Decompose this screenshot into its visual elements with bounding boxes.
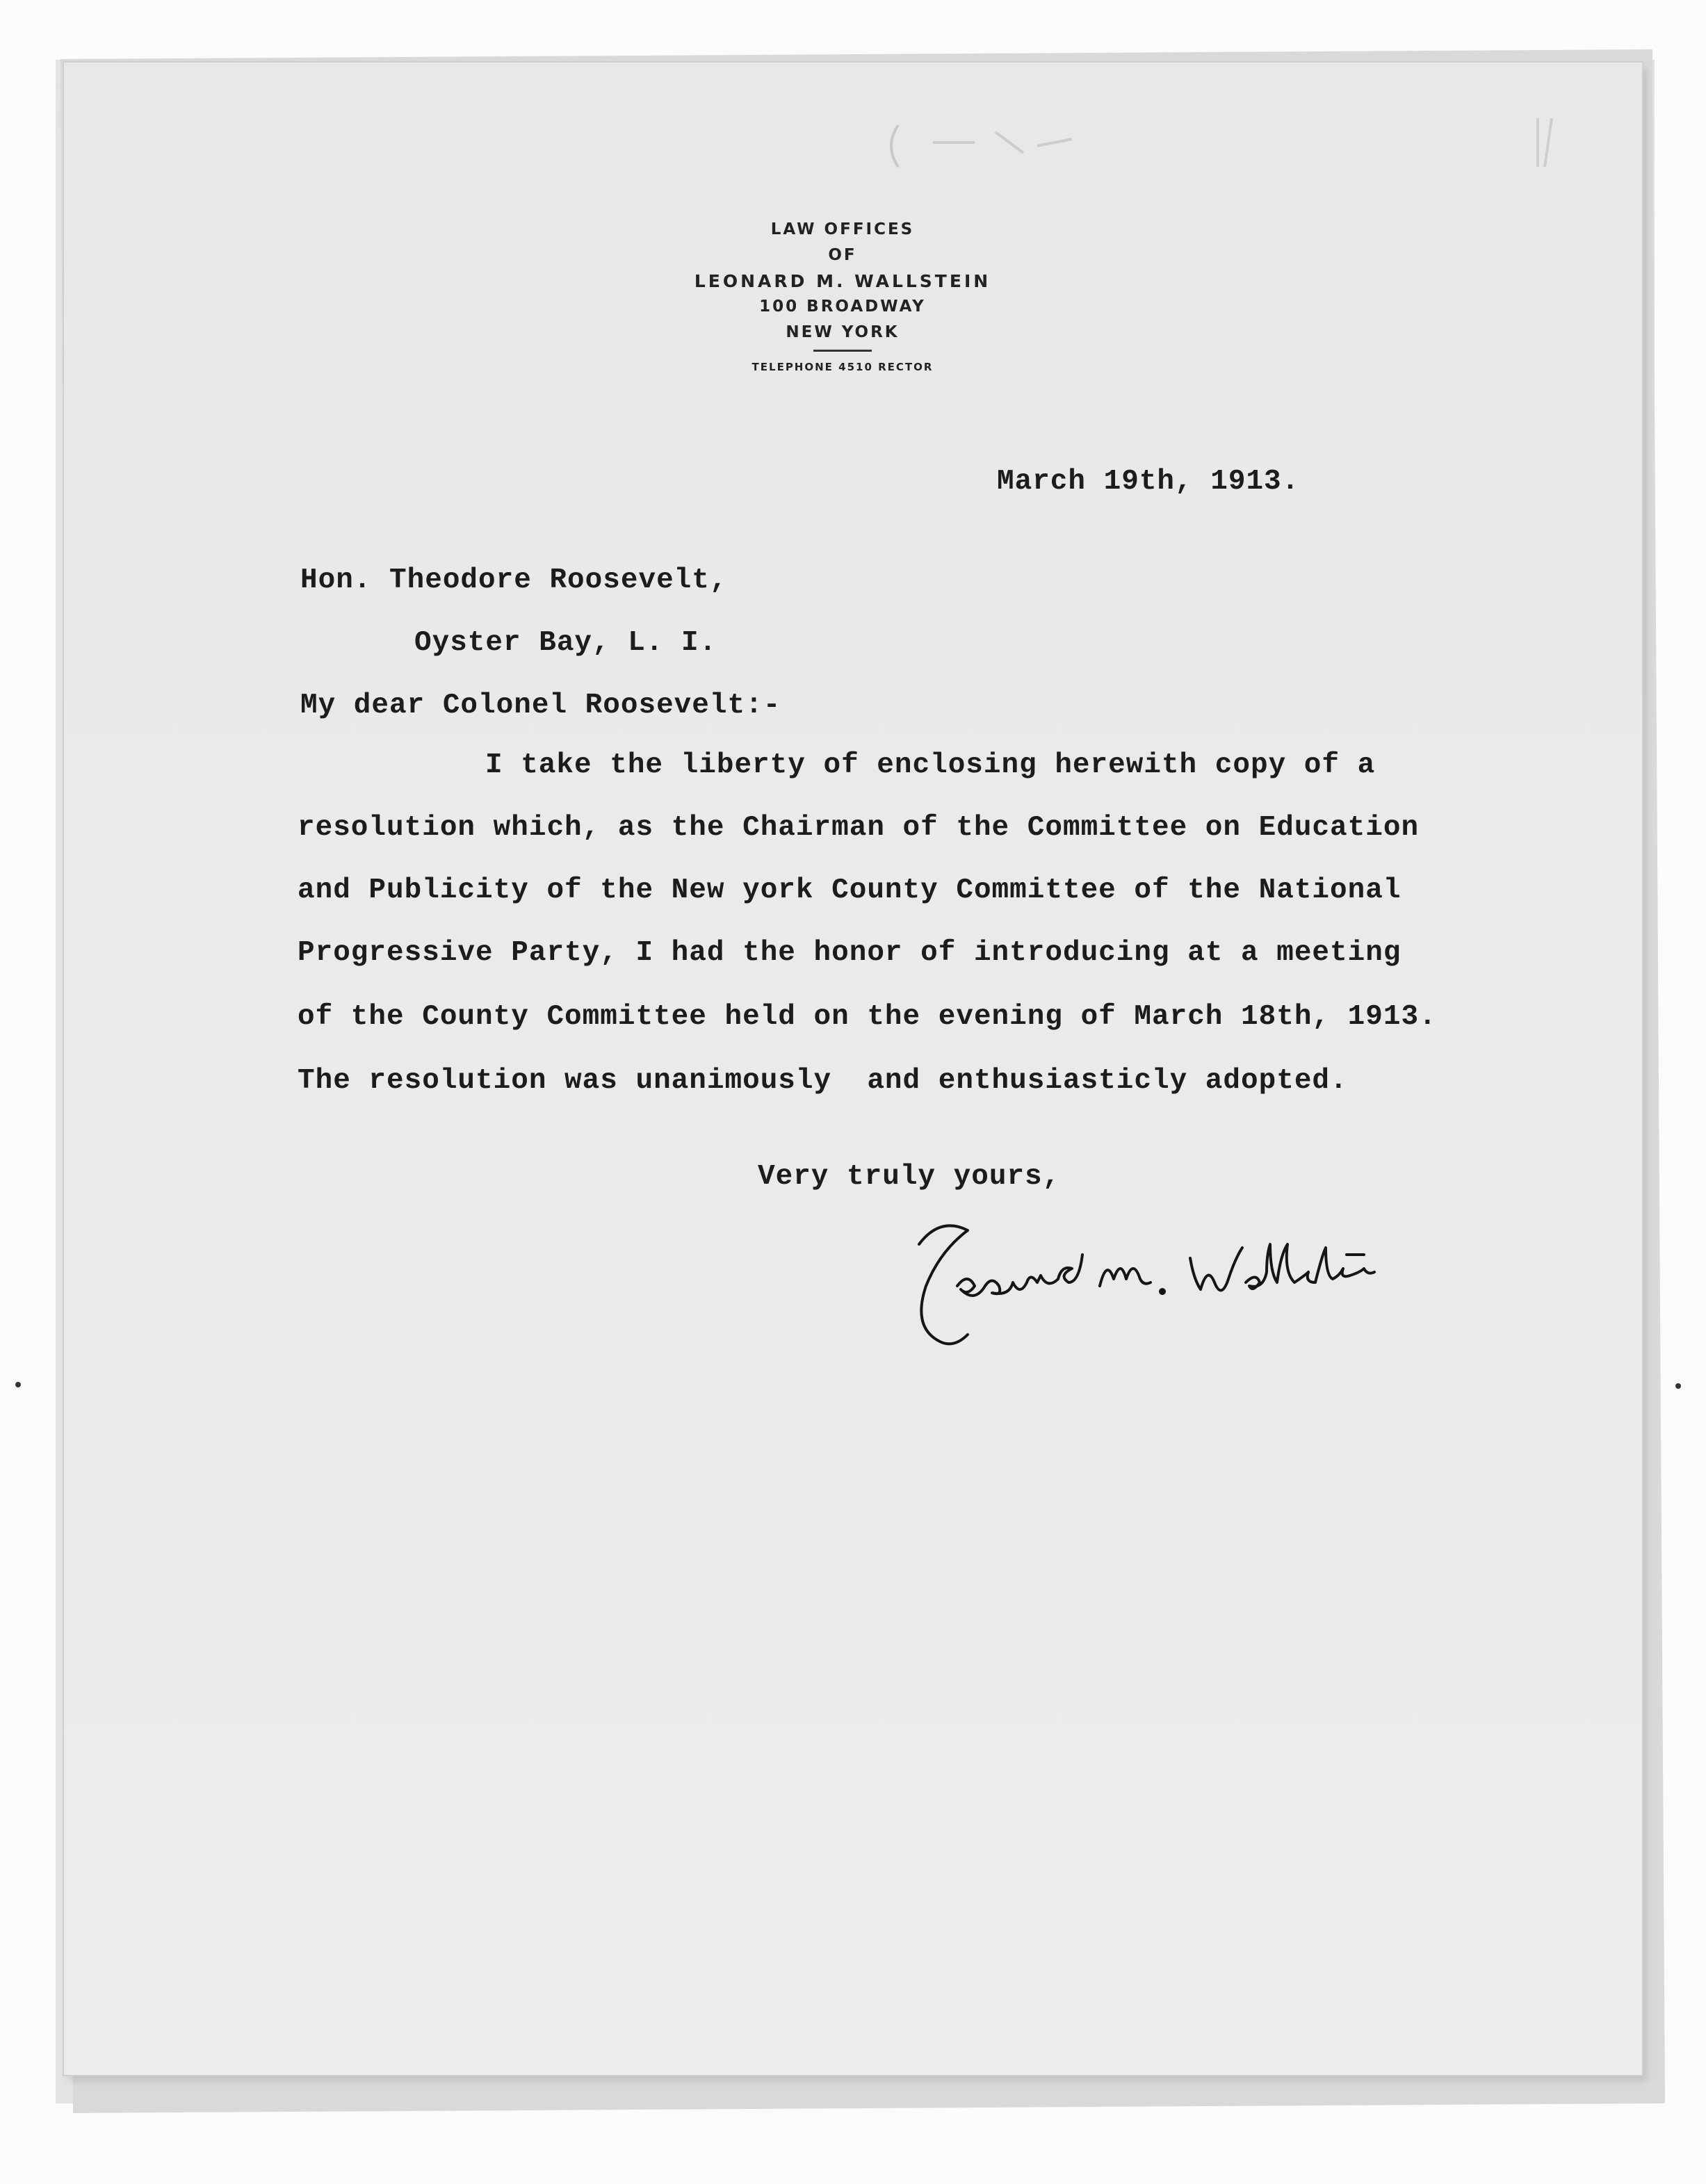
- closing: Very truly yours,: [758, 1161, 1061, 1193]
- letterhead-city: NEW YORK: [786, 323, 900, 341]
- letterhead-address: 100 BROADWAY: [759, 298, 926, 316]
- letter-date: March 19th, 1913.: [997, 466, 1300, 498]
- body-line: Progressive Party, I had the honor of introducing at a meeting: [298, 937, 1402, 969]
- body-line: I take the liberty of enclosing herewith copy of a: [485, 749, 1376, 781]
- letterhead-name: LEONARD M. WALLSTEIN: [694, 271, 991, 291]
- body-line: The resolution was unanimously and enthusiasticly adopted.: [298, 1065, 1348, 1097]
- letterhead-of: OF: [828, 246, 857, 264]
- letterhead-law-offices: LAW OFFICES: [770, 220, 915, 238]
- body-line: resolution which, as the Chairman of the Committee on Education: [298, 812, 1420, 844]
- body-line: of the County Committee held on the evening of March 18th, 1913.: [298, 1001, 1437, 1033]
- dust-speck: [15, 1382, 21, 1387]
- faint-archive-marking: [856, 104, 1586, 188]
- recipient-location: Oyster Bay, L. I.: [414, 627, 717, 659]
- dust-speck: [1675, 1383, 1681, 1389]
- letterhead-rule: [813, 350, 872, 352]
- salutation: My dear Colonel Roosevelt:-: [300, 690, 781, 722]
- recipient-name: Hon. Theodore Roosevelt,: [300, 564, 728, 596]
- letterhead: [641, 217, 1044, 377]
- handwritten-signature: [891, 1196, 1447, 1362]
- letterhead-phone: TELEPHONE 4510 RECTOR: [752, 361, 934, 373]
- body-line: and Publicity of the New york County Committee of the National: [298, 874, 1402, 906]
- letter-page: [64, 63, 1642, 2075]
